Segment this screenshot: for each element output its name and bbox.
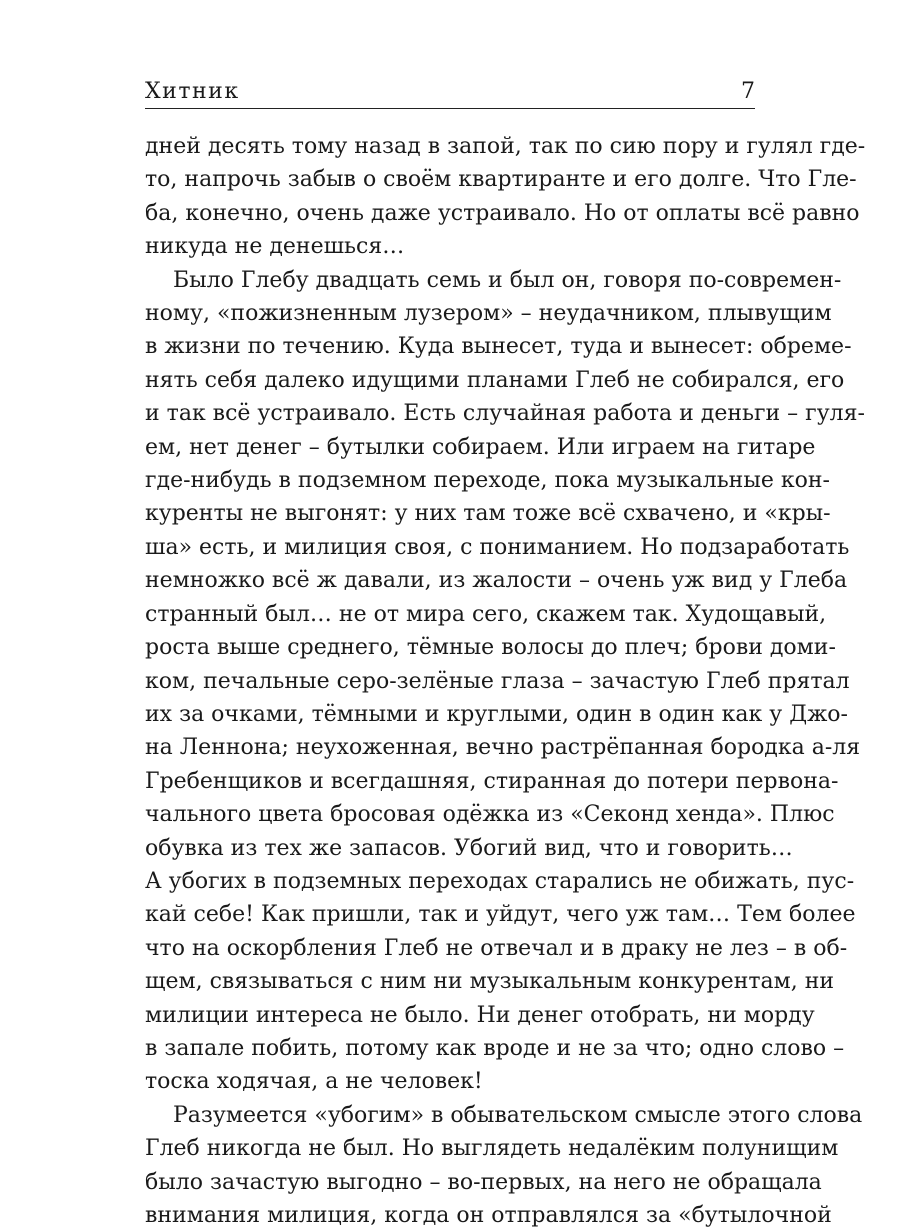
text-line: ша» есть, и милиция своя, с пониманием. Но подзаработать (145, 534, 850, 560)
text-line: ному, «пожизненным лузером» – неудачником, плывущим (145, 301, 832, 327)
text-line: тоска ходячая, а не человек! (145, 1069, 483, 1095)
text-line: ба, конечно, очень даже устраивало. Но от оплаты всё равно (145, 200, 860, 226)
text-line: нять себя далеко идущими планами Глеб не собирался, его (145, 367, 845, 393)
text-line: странный был… не от мира сего, скажем так. Худощавый, (145, 601, 827, 627)
paragraph (145, 1099, 863, 1232)
text-line: кай себе! Как пришли, так и уйдут, чего уж там… Тем более (145, 902, 856, 928)
text-line: ем, нет денег – бутылки собираем. Или играем на гитаре (145, 434, 816, 460)
text-line: Глеб никогда не был. Но выглядеть недалёким полунищим (145, 1136, 839, 1162)
text-line: немножко всё ж давали, из жалости – очень уж вид у Глеба (145, 568, 848, 594)
text-line: было зачастую выгодно – во-первых, на него не обращала (145, 1169, 822, 1195)
text-line: в запале побить, потому как вроде и не за что; одно слово – (145, 1035, 845, 1061)
text-line: обувка из тех же запасов. Убогий вид, что и говорить… (145, 835, 793, 861)
text-line: милиции интереса не было. Ни денег отобрать, ни морду (145, 1002, 815, 1028)
text-line: Разумеется «убогим» в обывательском смысле этого слова (173, 1102, 863, 1128)
text-line: что на оскорбления Глеб не отвечал и в драку не лез – в об- (145, 935, 848, 961)
text-line: на Леннона; неухоженная, вечно растрёпанная бородка а-ля (145, 735, 861, 761)
text-line: Было Глебу двадцать семь и был он, говоря по-современ- (173, 267, 842, 293)
text-line: щем, связываться с ним ни музыкальным конкурентам, ни (145, 969, 835, 995)
text-line: Гребенщиков и всегдашняя, стиранная до потери первона- (145, 768, 839, 794)
paragraph (145, 130, 866, 264)
text-line: А убогих в подземных переходах старались не обижать, пус- (145, 868, 855, 894)
text-line: и так всё устраивало. Есть случайная работа и деньги – гуля- (145, 401, 865, 427)
body-text (145, 130, 866, 1232)
text-line: ком, печальные серо-зелёные глаза – зачастую Глеб прятал (145, 668, 850, 694)
text-line: никуда не денешься… (145, 234, 405, 260)
text-line: их за очками, тёмными и круглыми, один в один как у Джо- (145, 701, 848, 727)
text-line: то, напрочь забыв о своём квартиранте и его долге. Что Гле- (145, 167, 857, 193)
text-line: дней десять тому назад в запой, так по сию пору и гулял где- (145, 134, 866, 159)
text-line: роста выше среднего, тёмные волосы до плеч; брови доми- (145, 635, 836, 661)
text-line: где-нибудь в подземном переходе, пока музыкальные кон- (145, 468, 830, 494)
running-title: Хитник (145, 79, 240, 104)
running-header (145, 66, 755, 109)
text-line: внимания милиция, когда он отправлялся за «бутылочной (145, 1203, 832, 1228)
page-number: 7 (741, 79, 755, 104)
paragraph (145, 264, 865, 1099)
text-line: в жизни по течению. Куда вынесет, туда и вынесет: обреме- (145, 334, 852, 360)
text-line: чального цвета бросовая одёжка из «Секонд хенда». Плюс (145, 802, 835, 828)
text-line: куренты не выгонят: у них там тоже всё схвачено, и «кры- (145, 501, 831, 527)
